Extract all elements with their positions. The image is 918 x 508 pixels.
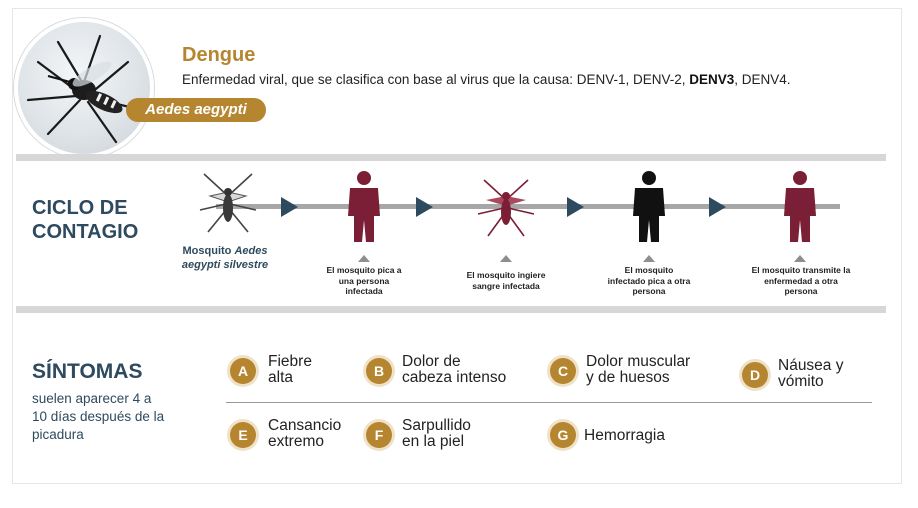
person-icon xyxy=(629,170,669,244)
subtitle-suffix: , DENV4. xyxy=(734,72,791,87)
step-3-line3: persona xyxy=(632,286,666,296)
symptom-b-line1: Dolor de xyxy=(402,353,461,370)
mosquito-label-text: Mosquito xyxy=(182,245,235,257)
symptoms-sub-line3: picadura xyxy=(32,427,84,442)
symptom-badge-g: G xyxy=(550,422,576,448)
symptom-badge-f: F xyxy=(366,422,392,448)
symptom-e-line2: extremo xyxy=(268,433,324,450)
species-badge: Aedes aegypti xyxy=(126,98,266,122)
mosquito-label-italic: Aedes xyxy=(234,245,268,257)
arrow-icon-2 xyxy=(416,197,433,217)
arrow-icon-4 xyxy=(709,197,726,217)
symptom-d xyxy=(778,358,843,390)
caret-icon-4 xyxy=(794,255,806,262)
caret-icon-1 xyxy=(358,255,370,262)
caret-icon-3 xyxy=(643,255,655,262)
symptom-g xyxy=(584,428,665,444)
step-caption-1 xyxy=(304,265,424,297)
step-caption-3 xyxy=(586,265,712,297)
infected-mosquito-icon xyxy=(474,176,538,238)
symptom-badge-d: D xyxy=(742,362,768,388)
cycle-title xyxy=(32,196,172,244)
symptoms-separator xyxy=(226,402,872,403)
infected-person-icon xyxy=(344,170,384,244)
step-1-line2: una persona xyxy=(338,275,390,286)
symptom-d-line1: Náusea y xyxy=(778,357,844,374)
symptoms-subtitle xyxy=(32,390,212,444)
step-4-line2: enfermedad a otra xyxy=(764,275,838,286)
symptom-d-line2: vómito xyxy=(778,373,824,390)
symptom-a-line2: alta xyxy=(268,369,293,386)
step-3-line2: infectado pica a otra xyxy=(607,275,691,286)
aedes-mosquito-image xyxy=(18,22,150,154)
symptoms-sub-line1: suelen aparecer 4 a xyxy=(32,391,152,406)
step-2-line2: sangre infectada xyxy=(472,280,540,291)
symptom-f-line2: en la piel xyxy=(402,433,465,450)
symptom-b xyxy=(402,354,506,386)
step-caption-2 xyxy=(446,270,566,291)
wild-mosquito-icon xyxy=(196,170,260,236)
symptom-badge-a: A xyxy=(230,358,256,384)
symptom-f xyxy=(402,418,471,450)
symptoms-sub-line2: 10 días después de la xyxy=(32,409,165,424)
symptom-badge-b: B xyxy=(366,358,392,384)
symptom-f-line1: Sarpullido xyxy=(402,417,471,434)
step-1-line1: El mosquito pica a xyxy=(326,265,402,275)
step-4-line1: El mosquito transmite la xyxy=(751,265,851,275)
arrow-icon-3 xyxy=(567,197,584,217)
symptom-badge-c: C xyxy=(550,358,576,384)
symptom-b-line2: cabeza intenso xyxy=(402,369,507,386)
cycle-title-line1: CICLO DE xyxy=(32,197,128,219)
symptoms-title: SÍNTOMAS xyxy=(32,360,143,383)
page-title: Dengue xyxy=(182,44,256,66)
symptom-a xyxy=(268,354,312,386)
symptom-c xyxy=(586,354,690,386)
step-2-line1: El mosquito ingiere xyxy=(466,270,546,280)
symptom-c-line1: Dolor muscular xyxy=(586,353,691,370)
arrow-icon-1 xyxy=(281,197,298,217)
symptom-a-line1: Fiebre xyxy=(268,353,312,370)
step-4-line3: persona xyxy=(784,286,818,296)
caret-icon-2 xyxy=(500,255,512,262)
subtitle-bold: DENV3 xyxy=(689,72,735,87)
divider-middle xyxy=(16,306,886,313)
symptom-e xyxy=(268,418,341,450)
mosquito-photo xyxy=(14,18,154,158)
symptom-badge-e: E xyxy=(230,422,256,448)
cycle-title-line2: CONTAGIO xyxy=(32,221,139,243)
mosquito-label-italic-2: aegypti silvestre xyxy=(181,259,269,271)
divider-top xyxy=(16,154,886,161)
page-subtitle xyxy=(182,72,791,87)
symptom-c-line2: y de huesos xyxy=(586,369,670,386)
sick-person-icon xyxy=(780,170,820,244)
step-3-line1: El mosquito xyxy=(624,265,674,275)
step-1-line3: infectada xyxy=(345,286,383,296)
wild-mosquito-label xyxy=(170,244,280,272)
symptom-e-line1: Cansancio xyxy=(268,417,342,434)
subtitle-text: Enfermedad viral, que se clasifica con base al virus que la causa: DENV-1, DENV-2, xyxy=(182,72,690,87)
symptom-g-line1: Hemorragia xyxy=(584,427,665,444)
step-caption-4 xyxy=(738,265,864,297)
